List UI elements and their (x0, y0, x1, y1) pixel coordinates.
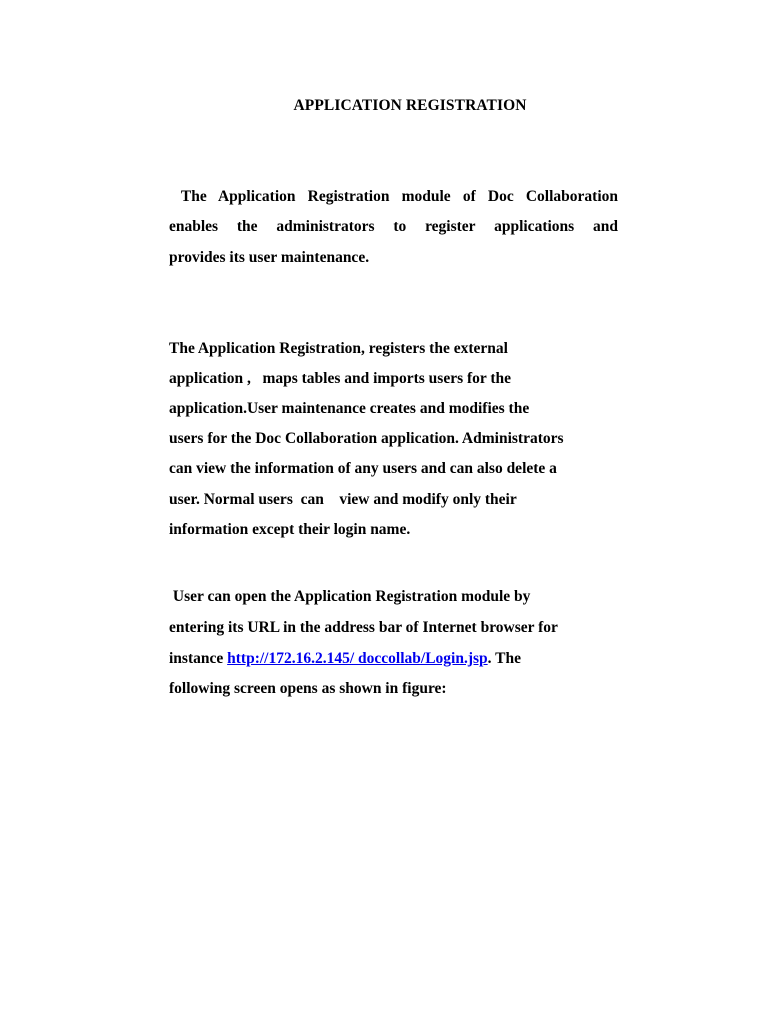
link-suffix-text: . The (487, 650, 521, 667)
paragraph-2-line-5: can view the information of any users and can also delete a (169, 460, 557, 477)
paragraph-2-line-2: application , maps tables and imports users for the (169, 370, 512, 387)
paragraph-1-line-2: enables the administrators to register applications and (169, 218, 618, 235)
paragraph-2-line-1: The Application Registration, registers the external (169, 340, 508, 357)
paragraph-2-line-6: user. Normal users can view and modify only their (169, 491, 517, 508)
paragraph-3-line-3 (169, 649, 521, 669)
paragraph-1-line-3: provides its user maintenance. (169, 249, 370, 266)
login-url-link[interactable]: http://172.16.2.145/ doccollab/Login.jsp (227, 650, 488, 667)
paragraph-2-line-7: information except their login name. (169, 521, 411, 538)
paragraph-1-line-1: The Application Registration module of Doc Collaboration (169, 188, 618, 205)
paragraph-3-line-1: User can open the Application Registration module by (169, 588, 531, 605)
paragraph-2-line-4: users for the Doc Collaboration application. Administrators (169, 430, 564, 447)
paragraph-3-line-2: entering its URL in the address bar of Internet browser for (169, 619, 558, 636)
paragraph-2-line-3: application.User maintenance creates and modifies the (169, 400, 530, 417)
paragraph-3-line-4: following screen opens as shown in figure: (169, 680, 447, 697)
document-title: APPLICATION REGISTRATION (293, 97, 527, 114)
instance-text: instance (169, 650, 228, 667)
